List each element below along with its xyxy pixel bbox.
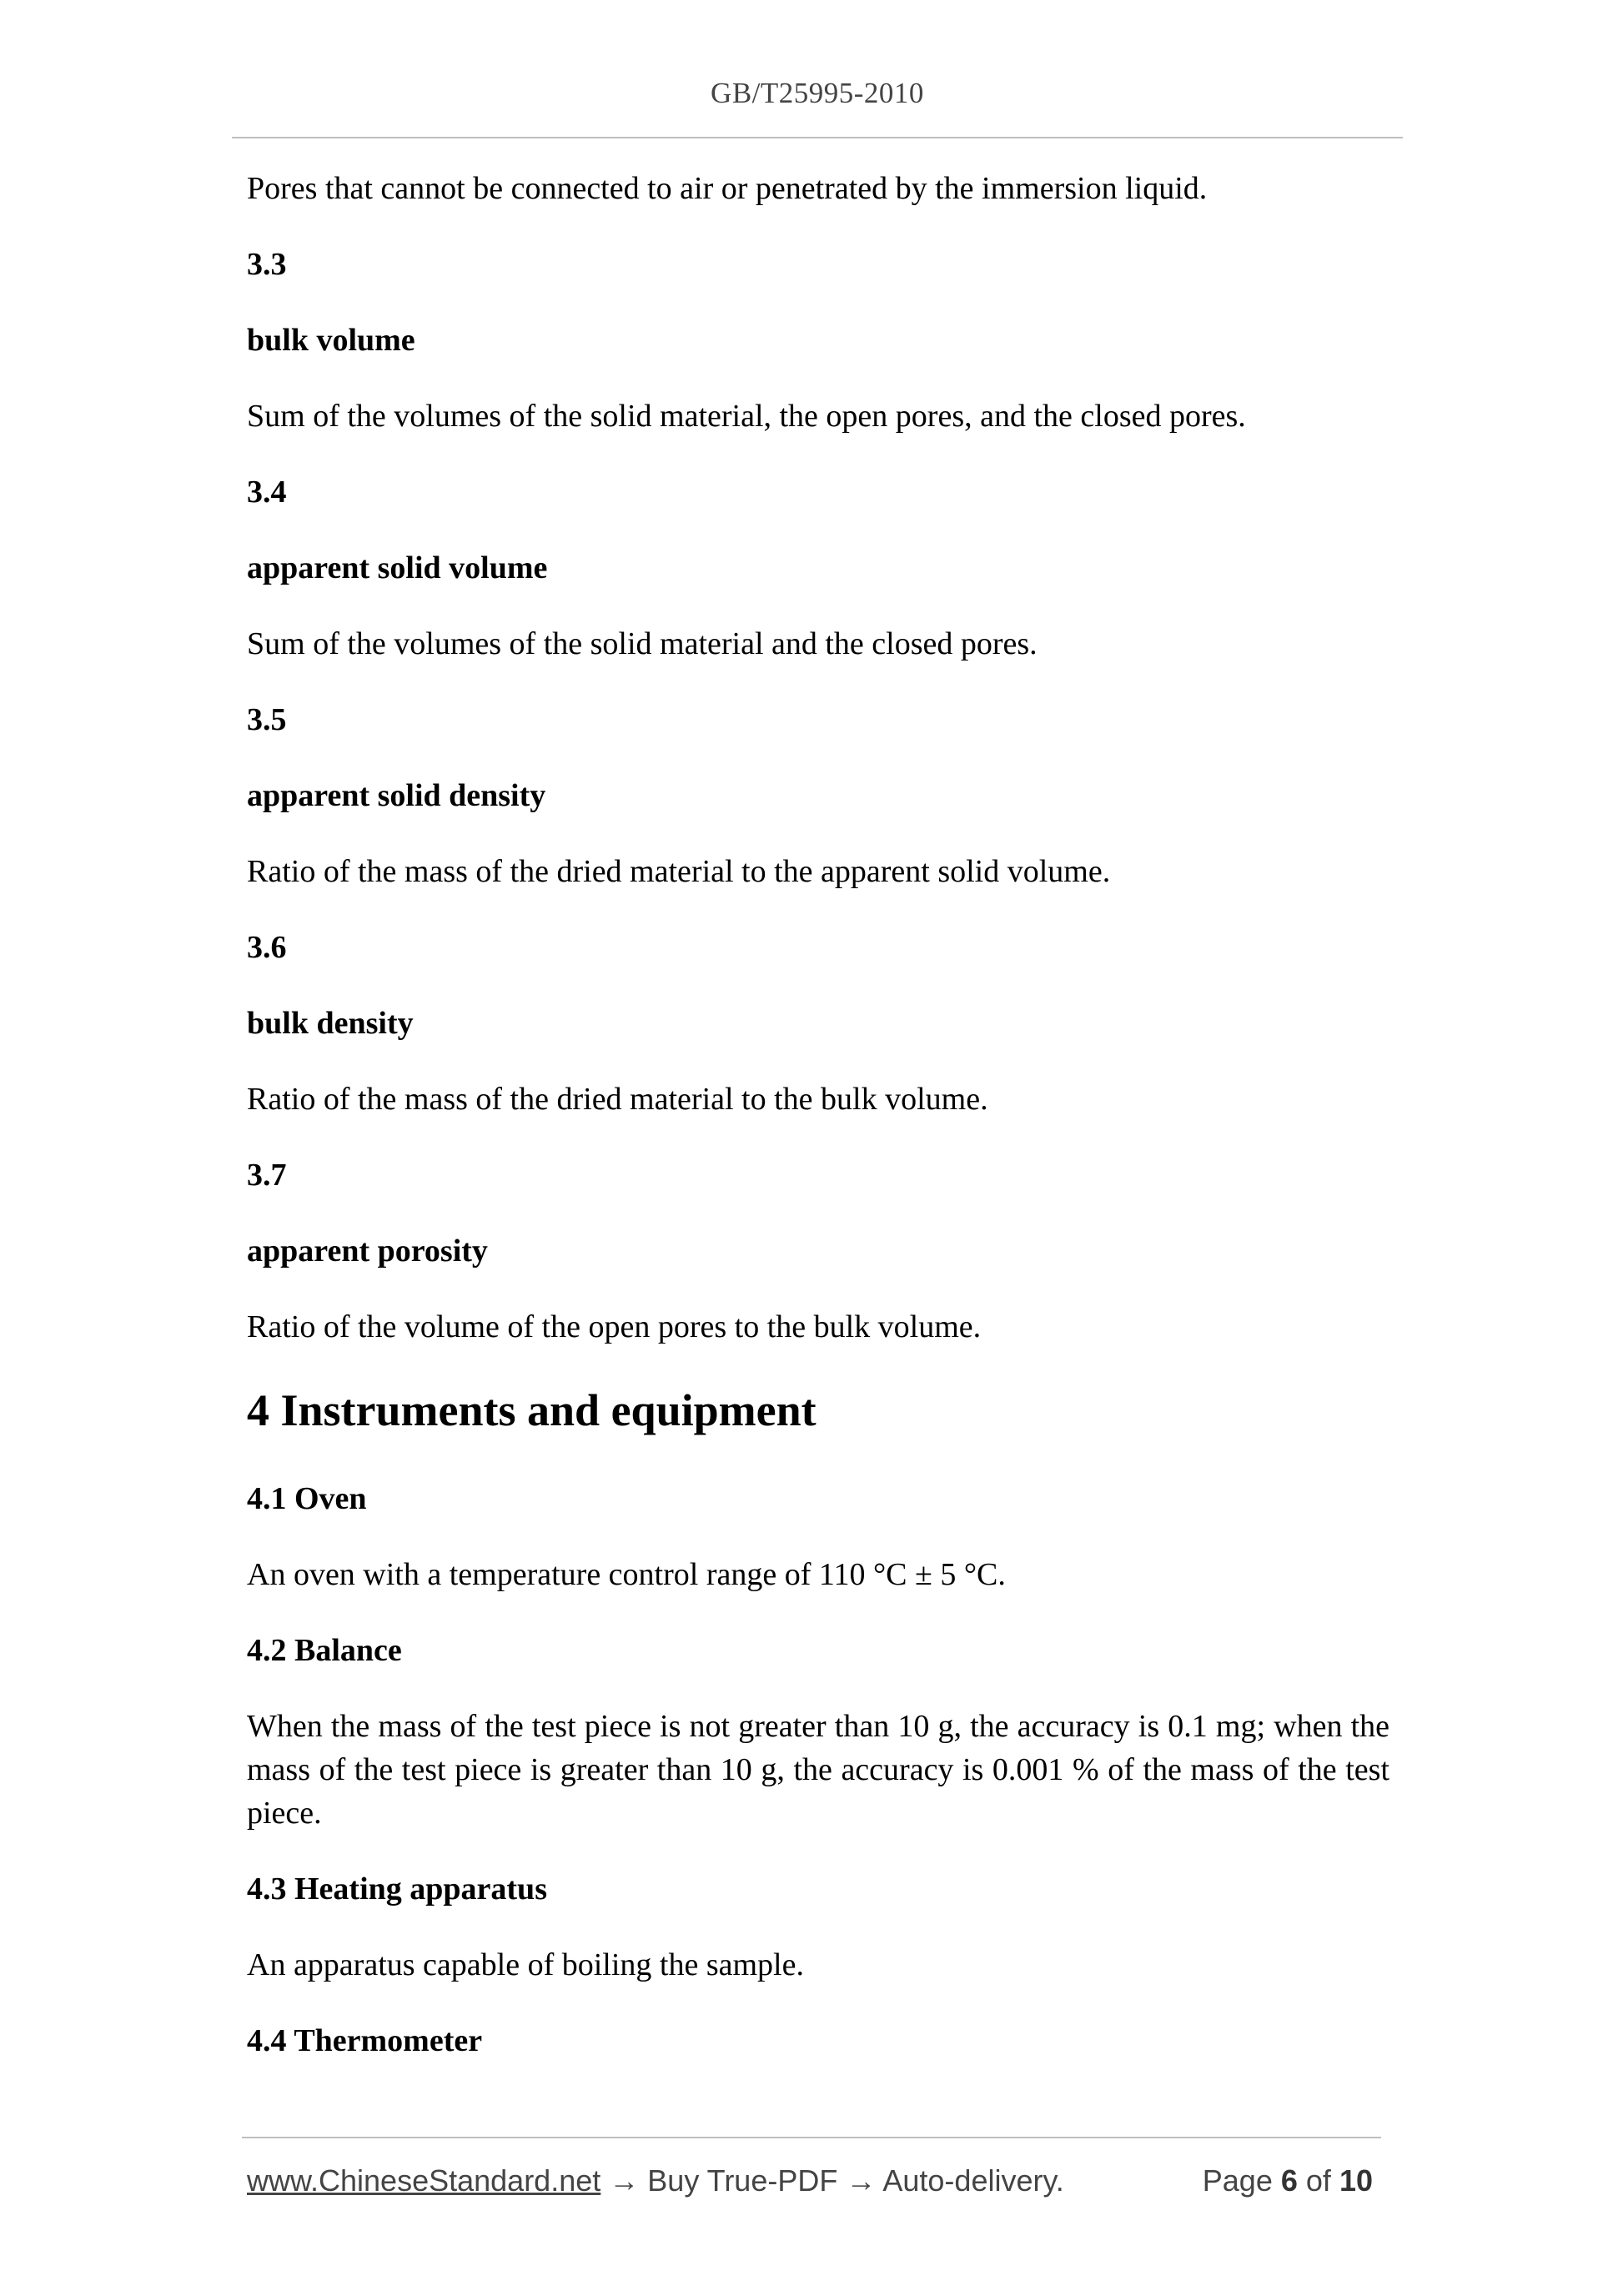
term-definition: Ratio of the mass of the dried material to the apparent solid volume. (247, 854, 1111, 889)
page-number: 6 (1280, 2163, 1298, 2198)
term-entry (247, 1153, 1389, 1349)
intro-paragraph: Pores that cannot be connected to air or penetrated by the immersion liquid. (247, 171, 1208, 206)
header-divider (232, 137, 1403, 138)
term-title: apparent porosity (247, 1233, 488, 1269)
term-entry (247, 243, 1389, 438)
subsection-heading: 4.1 Oven (247, 1481, 367, 1516)
term-number: 3.5 (247, 702, 287, 737)
page-content (247, 167, 1389, 2095)
term-definition: Ratio of the mass of the dried material to the bulk volume. (247, 1082, 988, 1117)
subsection-heading: 4.3 Heating apparatus (247, 1871, 547, 1907)
term-definition: Sum of the volumes of the solid material and the closed pores. (247, 626, 1038, 661)
subsection-text: An oven with a temperature control range of 110 °C ± 5 °C. (247, 1557, 1006, 1592)
of-label: of (1305, 2163, 1331, 2198)
delivery-text: Auto-delivery. (882, 2163, 1064, 2198)
term-entry (247, 926, 1389, 1121)
page-label: Page (1202, 2163, 1273, 2198)
section-heading: 4 Instruments and equipment (247, 1385, 817, 1435)
website-link[interactable]: www.ChineseStandard.net (247, 2163, 601, 2198)
term-definition: Sum of the volumes of the solid material, the open pores, and the closed pores. (247, 399, 1246, 434)
page-footer (247, 2160, 1389, 2202)
arrow-right-icon: → (609, 2163, 640, 2198)
term-title: apparent solid density (247, 778, 546, 813)
subsection-text: An apparatus capable of boiling the sample. (247, 1947, 804, 1982)
subsection-text: When the mass of the test piece is not greater than 10 g, the accuracy is 0.1 mg; when the mass of the test piece is greater than 10 g, the accuracy is 0.001 % of the mass of the test piece. (247, 1709, 1389, 1831)
term-number: 3.4 (247, 475, 287, 510)
term-title: apparent solid volume (247, 550, 548, 585)
footer-divider (242, 2137, 1381, 2138)
term-entry (247, 470, 1389, 666)
term-title: bulk density (247, 1006, 414, 1041)
term-number: 3.3 (247, 247, 287, 282)
term-definition: Ratio of the volume of the open pores to the bulk volume. (247, 1309, 982, 1344)
arrow-right-icon: → (846, 2163, 877, 2198)
footer-promo (247, 2160, 1064, 2202)
subsection-heading: 4.4 Thermometer (247, 2023, 483, 2058)
term-number: 3.7 (247, 1158, 287, 1193)
page-counter (1203, 2160, 1373, 2202)
term-title: bulk volume (247, 323, 415, 358)
page-total: 10 (1339, 2163, 1373, 2198)
term-number: 3.6 (247, 930, 287, 965)
buy-text: Buy True-PDF (647, 2163, 838, 2198)
term-entry (247, 698, 1389, 893)
subsection-heading: 4.2 Balance (247, 1633, 402, 1668)
page-header: GB/T25995-2010 (711, 77, 924, 109)
